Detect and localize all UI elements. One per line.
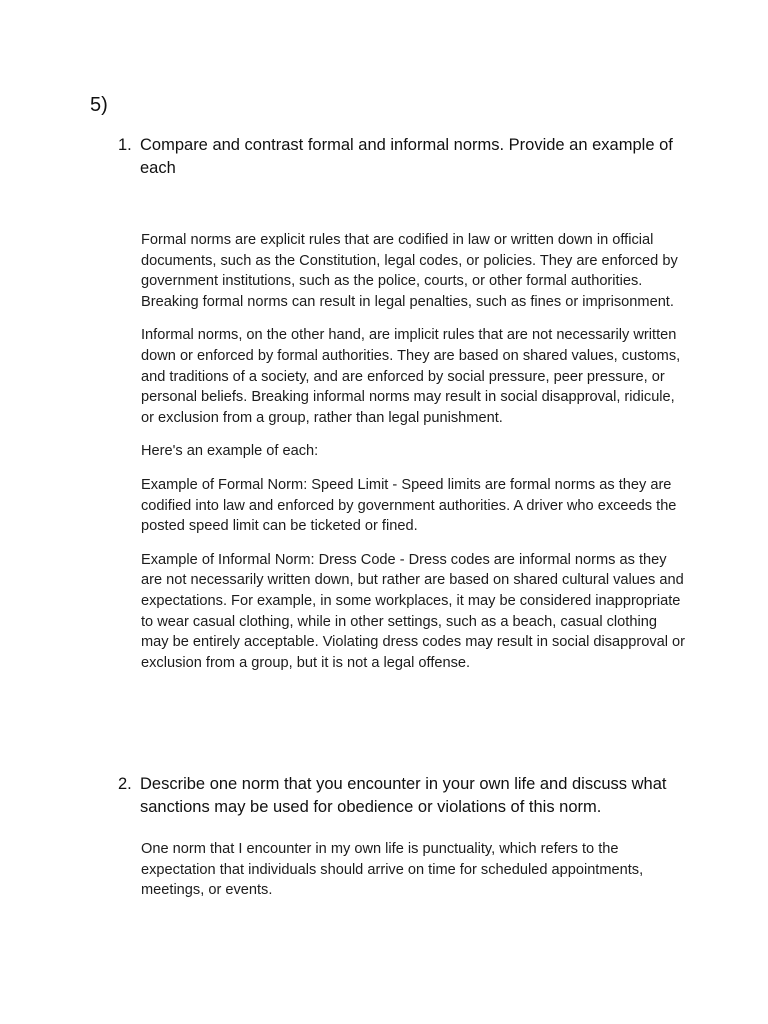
answer-paragraph: Informal norms, on the other hand, are implicit rules that are not necessarily written down or enforced by formal authorities. They are based on shared values, customs, and traditions of a society, and are enforced by social pressure, peer pressure, or personal beliefs. Breaking informal norms may result in social disapproval, ridicule, or exclusion from a group, rather than legal punishment. [141, 327, 681, 426]
answer-paragraph: Example of Informal Norm: Dress Code - Dress codes are informal norms as they are not necessarily written down, but rather are based on shared cultural values and expectations. For example, in some workplaces, it may be considered inappropriate to wear casual clothing, while in other settings, such as a beach, casual clothing may be entirely acceptable. Violating dress codes may result in social disapproval or exclusion from a group, but it is not a legal offense. [141, 551, 686, 671]
question-1 [118, 134, 698, 180]
question-2 [118, 773, 698, 819]
section-number: 5) [90, 94, 108, 116]
question-number: 2. [118, 775, 132, 793]
answer-2 [141, 839, 686, 914]
question-number: 1. [118, 136, 132, 154]
answer-paragraph: One norm that I encounter in my own life is punctuality, which refers to the expectation that individuals should arrive on time for scheduled appointments, meetings, or events. [141, 841, 644, 899]
answer-1 [141, 230, 686, 686]
answer-paragraph: Example of Formal Norm: Speed Limit - Speed limits are formal norms as they are codified into law and enforced by government authorities. A driver who exceeds the posted speed limit can be ticketed or fined. [141, 476, 677, 535]
question-text: Describe one norm that you encounter in your own life and discuss what sanctions may be used for obedience or violations of this norm. [140, 775, 667, 816]
answer-paragraph: Formal norms are explicit rules that are codified in law or written down in official documents, such as the Constitution, legal codes, or policies. They are enforced by government institutions, such as the police, courts, or other formal authorities. Breaking formal norms can result in legal penalties, such as fines or imprisonment. [141, 232, 678, 310]
question-text: Compare and contrast formal and informal norms. Provide an example of each [140, 136, 673, 177]
answer-paragraph: Here's an example of each: [141, 443, 319, 460]
